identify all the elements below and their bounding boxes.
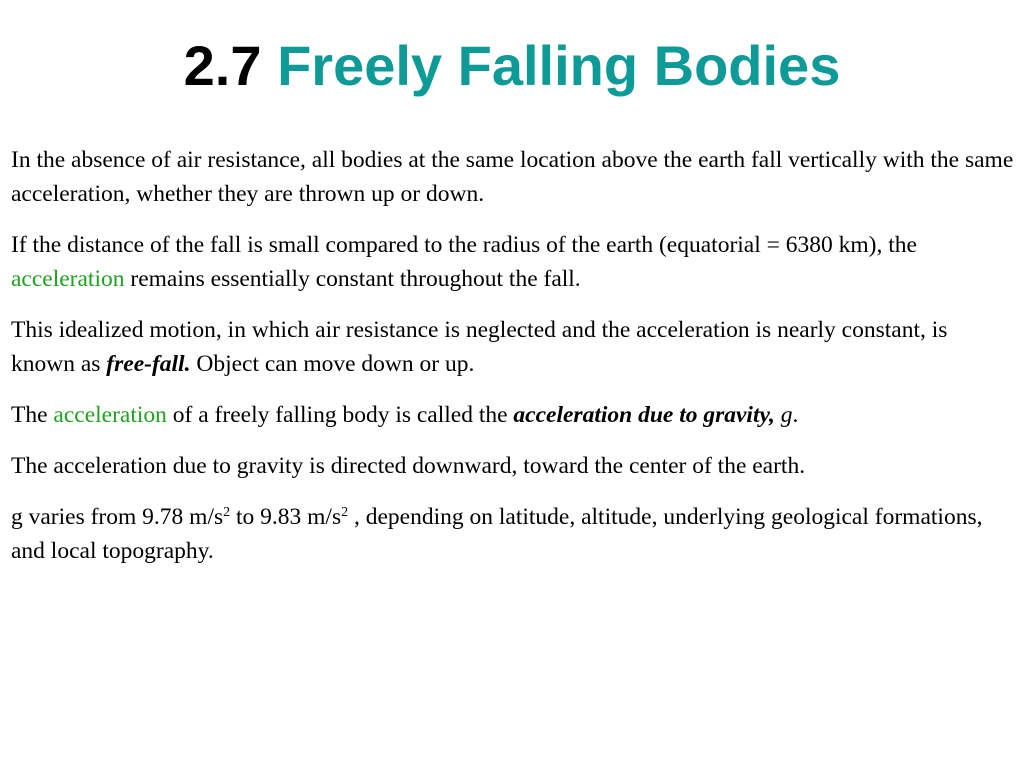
exponent-1: 2 <box>223 505 231 520</box>
paragraph-g-variation <box>11 500 1016 568</box>
p6-part3: , depending on latitude, altitude, underlying geological formations, and local topography. <box>11 504 983 564</box>
p6-part2: to 9.83 m/s <box>230 504 342 530</box>
p2-text-before: If the distance of the fall is small compared to the radius of the earth (equatorial = 6380 km), the <box>11 232 917 258</box>
p6-part1: g varies from 9.78 m/s <box>11 504 224 530</box>
acceleration-highlight: acceleration <box>11 266 125 292</box>
title-text: Freely Falling Bodies <box>277 34 841 97</box>
paragraph-free-fall <box>11 313 1016 381</box>
p3-text-before: This idealized motion, in which air resistance is neglected and the acceleration is nearly constant, is known as <box>11 317 948 377</box>
exponent-2: 2 <box>341 505 349 520</box>
p2-text-after: remains essentially constant throughout the fall. <box>124 266 581 292</box>
g-symbol: g <box>780 402 793 428</box>
gravity-term: acceleration due to gravity, <box>513 402 775 428</box>
p4-text-before: The <box>11 402 54 428</box>
acceleration-highlight: acceleration <box>53 402 167 428</box>
paragraph-small-distance <box>11 228 1016 296</box>
paragraph-no-air-resistance: In the absence of air resistance, all bodies at the same location above the earth fall vertically with the same acceleration, whether they are thrown up or down. <box>11 147 1014 207</box>
p4-text-middle: of a freely falling body is called the <box>166 402 514 428</box>
slide-title <box>0 30 1024 102</box>
section-number: 2.7 <box>183 34 262 97</box>
p3-text-after: Object can move down or up. <box>190 351 475 377</box>
free-fall-term: free-fall. <box>106 351 191 377</box>
slide-body <box>11 143 1016 585</box>
p4-text-after: . <box>792 402 799 428</box>
paragraph-gravity-direction: The acceleration due to gravity is directed downward, toward the center of the earth. <box>11 453 806 479</box>
paragraph-gravity-definition <box>11 398 1016 432</box>
